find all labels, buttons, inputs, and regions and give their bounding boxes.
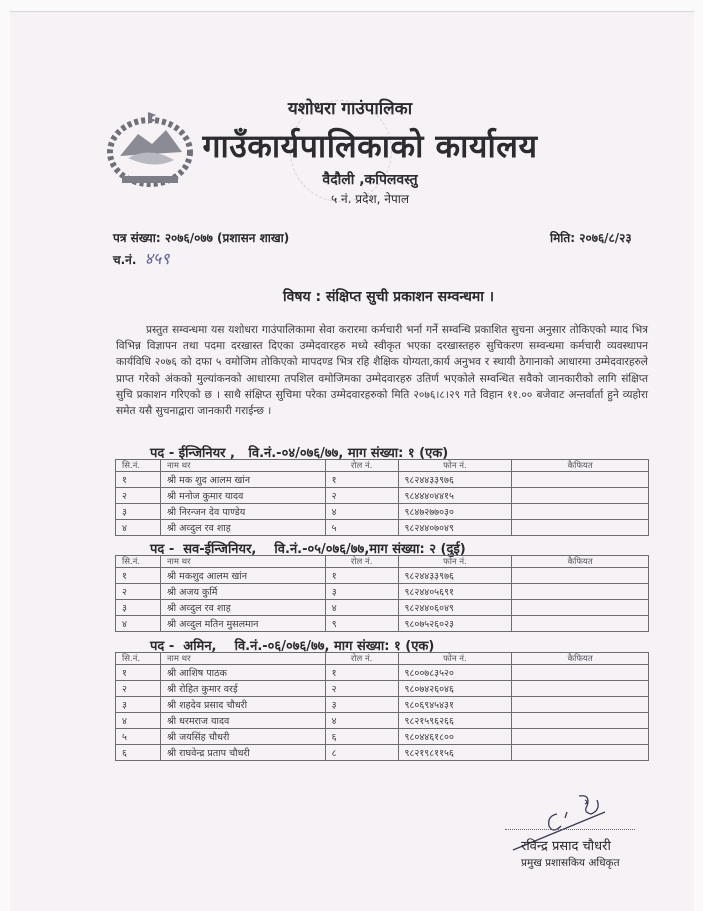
cell-roll: २ — [325, 681, 398, 697]
dispatch-value: ४५९ — [144, 249, 170, 268]
post-title-sub-engineer: पद - सव-ईन्जिनियर, वि.नं.-०५/०७६/७७,माग संख्या: २ (दुई) — [150, 542, 466, 557]
table-row — [116, 504, 649, 520]
cell-phone: ९८०४४६१८०० — [398, 729, 512, 745]
table-row — [116, 729, 649, 745]
candidate-table-sub-engineer — [115, 555, 649, 632]
reference-value: २०७६/०७७ (प्रशासन शाखा) — [164, 231, 290, 245]
cell-remarks — [512, 472, 649, 488]
cell-name: श्री अजय कुर्मि — [160, 584, 325, 600]
header-roll: रोल नं. — [325, 653, 398, 665]
cell-roll: १ — [325, 568, 398, 584]
municipality-name: यशोधरा गाउंपालिका — [287, 99, 413, 119]
cell-phone: ९८२४४०५६९१ — [398, 584, 512, 600]
cell-sn: २ — [116, 584, 161, 600]
address-line-1: वैदौली ,कपिलवस्तु — [322, 172, 418, 188]
table-header-row — [116, 653, 649, 665]
letter-subject: विषय : संक्षिप्त सुची प्रकाशन सम्वन्धमा । — [283, 289, 495, 305]
cell-phone: ९८२१९८११५६ — [398, 745, 512, 761]
cell-sn: १ — [116, 568, 161, 584]
date-value: २०७६/८/२३ — [579, 231, 632, 245]
cell-remarks — [512, 616, 649, 632]
cell-roll: ९ — [325, 616, 398, 632]
cell-remarks — [512, 568, 649, 584]
candidate-table-engineer — [115, 459, 649, 536]
cell-phone: ९८४४४०४४१५ — [398, 488, 512, 504]
cell-roll: ६ — [325, 729, 398, 745]
address-line-2: ५ नं. प्रदेश, नेपाल — [330, 192, 410, 206]
cell-remarks — [512, 729, 649, 745]
cell-name: श्री आशिष पाठक — [160, 665, 325, 681]
cell-remarks — [512, 600, 649, 616]
table-row — [116, 665, 649, 681]
cell-roll: ८ — [325, 745, 398, 761]
cell-sn: ५ — [116, 729, 161, 745]
header-remarks: कैफियत — [512, 556, 649, 568]
table-row — [116, 600, 649, 616]
cell-remarks — [512, 681, 649, 697]
table-row — [116, 616, 649, 632]
date-label: मिति: — [550, 231, 576, 245]
nepal-government-emblem-icon — [104, 108, 196, 190]
reference-number — [113, 229, 289, 246]
cell-roll: १ — [325, 472, 398, 488]
signatory-name: रविन्द्र प्रसाद चौधरी — [521, 839, 611, 854]
cell-phone: ९८२४४३३९७६ — [398, 472, 512, 488]
cell-name: श्री अव्दुल मतिन मुसलमान — [160, 616, 325, 632]
cell-sn: ४ — [116, 713, 161, 729]
cell-sn: १ — [116, 665, 161, 681]
cell-phone: ९८००७८३५२० — [398, 665, 512, 681]
cell-remarks — [512, 713, 649, 729]
cell-remarks — [512, 745, 649, 761]
header-roll: रोल नं. — [325, 460, 398, 472]
cell-sn: १ — [116, 472, 161, 488]
cell-sn: ६ — [116, 745, 161, 761]
cell-phone: ९८०७५२६०२३ — [398, 616, 512, 632]
cell-name: श्री निरन्जन देव पाण्डेय — [160, 504, 325, 520]
post-title-engineer: पद - ईन्जिनियर , वि.नं.-०४/०७६/७७, माग संख्या: १ (एक) — [150, 446, 449, 461]
cell-sn: २ — [116, 488, 161, 504]
table-header-row — [116, 556, 649, 568]
cell-phone: ९८४७२७७०३० — [398, 504, 512, 520]
cell-roll: ३ — [325, 697, 398, 713]
header-name: नाम थर — [160, 460, 325, 472]
letter-body: प्रस्तुत सम्वन्धमा यस यशोधरा गाउंपालिकामा सेवा करारमा कर्मचारी भर्ना गर्ने सम्वन्धि प्रकाशित सुचना अनुसार तोकिएको म्याद भित्र विभिन्न विज्ञापन तथा पदमा दरखास्त दिएका उम्मेदवारहरु मध्ये स्वीकृत भएका दरखास्तहरु सुचिकरण सम्वन्धमा कर्मचारी व्यवस्थापन कार्यविधि २०७६ को दफा ५ वमोजिम तोकिएको मापदण्ड भित्र रहि शैक्षिक योग्यता,कार्य अनुभव र स्थायी ठेगानाको आधारमा उम्मेदवारहरुले प्राप्त गरेको अंकको मुल्यांकनको आधारमा तपशिल वमोजिमका उम्मेदवारहरु उतिर्ण भएकोले सम्वन्धित सवैको जानकारीको लागि संक्षिप्त सुचि प्रकाशन गरिएको छ । साथै संक्षिप्त सुचिमा परेका उम्मेदवारहरुको मिति २०७६।८।२९ गते विहान ११.०० बजेवाट अन्तर्वार्ता हुने व्यहोरा समेत यसै सुचनाद्वारा जानकारी गराईन्छ । — [116, 324, 648, 418]
dispatch-number — [113, 247, 170, 269]
table-row — [116, 568, 649, 584]
signature-line — [505, 829, 635, 830]
cell-remarks — [512, 697, 649, 713]
dispatch-label: च.नं. — [113, 253, 137, 267]
cell-name: श्री राघवेन्द्र प्रताप चौधरी — [160, 745, 325, 761]
header-name: नाम थर — [160, 653, 325, 665]
cell-name: श्री मनोज कुमार यादव — [160, 488, 325, 504]
cell-roll: २ — [325, 488, 398, 504]
header-phone: फोन नं. — [398, 556, 512, 568]
cell-sn: २ — [116, 681, 161, 697]
post-title-amin: पद - अमिन, वि.नं.-०६/०७६/७७, माग संख्या: १ (एक) — [150, 639, 435, 654]
cell-phone: ९८२४४३३९७६ — [398, 568, 512, 584]
cell-sn: ४ — [116, 520, 161, 536]
cell-name: श्री मकशुद आलम खांन — [160, 568, 325, 584]
cell-remarks — [512, 520, 649, 536]
cell-phone: ९८२१५९६२६६ — [398, 713, 512, 729]
table-row — [116, 472, 649, 488]
signatory-title: प्रमुख प्रशासकिय अधिकृत — [521, 857, 620, 869]
table-row — [116, 745, 649, 761]
cell-phone: ९८०७४२६०४६ — [398, 681, 512, 697]
cell-roll: १ — [325, 665, 398, 681]
cell-phone: ९८२४४०६०४९ — [398, 600, 512, 616]
header-sn: सि.नं. — [116, 460, 161, 472]
cell-roll: ४ — [325, 504, 398, 520]
table-row — [116, 681, 649, 697]
header-sn: सि.नं. — [116, 556, 161, 568]
cell-remarks — [512, 504, 649, 520]
cell-name: श्री धरमराज यादव — [160, 713, 325, 729]
cell-sn: ३ — [116, 504, 161, 520]
table-row — [116, 584, 649, 600]
header-remarks: कैफियत — [512, 460, 649, 472]
table-header-row — [116, 460, 649, 472]
header-phone: फोन नं. — [398, 653, 512, 665]
header-name: नाम थर — [160, 556, 325, 568]
cell-name: श्री अव्दुल रव शाह — [160, 600, 325, 616]
cell-remarks — [512, 584, 649, 600]
table-row — [116, 488, 649, 504]
header-sn: सि.नं. — [116, 653, 161, 665]
office-name: गाउँकार्यपालिकाको कार्यालय — [202, 127, 538, 165]
header-phone: फोन नं. — [398, 460, 512, 472]
letter-date — [550, 229, 632, 246]
cell-name: श्री मक शुद आलम खांन — [160, 472, 325, 488]
cell-roll: ३ — [325, 584, 398, 600]
table-row — [116, 713, 649, 729]
cell-sn: ३ — [116, 600, 161, 616]
reference-label: पत्र संख्या: — [113, 231, 161, 245]
header-remarks: कैफियत — [512, 653, 649, 665]
cell-phone: ९८२४४०७०४९ — [398, 520, 512, 536]
cell-sn: ३ — [116, 697, 161, 713]
cell-remarks — [512, 665, 649, 681]
header-roll: रोल नं. — [325, 556, 398, 568]
cell-roll: ४ — [325, 600, 398, 616]
cell-phone: ९८०६९४५४३१ — [398, 697, 512, 713]
cell-name: श्री शहदेव प्रसाद चौधरी — [160, 697, 325, 713]
cell-name: श्री जयसिंह चौधरी — [160, 729, 325, 745]
cell-name: श्री अव्दुल रव शाह — [160, 520, 325, 536]
candidate-table-amin — [115, 652, 649, 761]
cell-roll: ४ — [325, 713, 398, 729]
cell-name: श्री रोहित कुमार वरई — [160, 681, 325, 697]
cell-roll: ५ — [325, 520, 398, 536]
table-row — [116, 697, 649, 713]
cell-remarks — [512, 488, 649, 504]
table-row — [116, 520, 649, 536]
cell-sn: ४ — [116, 616, 161, 632]
